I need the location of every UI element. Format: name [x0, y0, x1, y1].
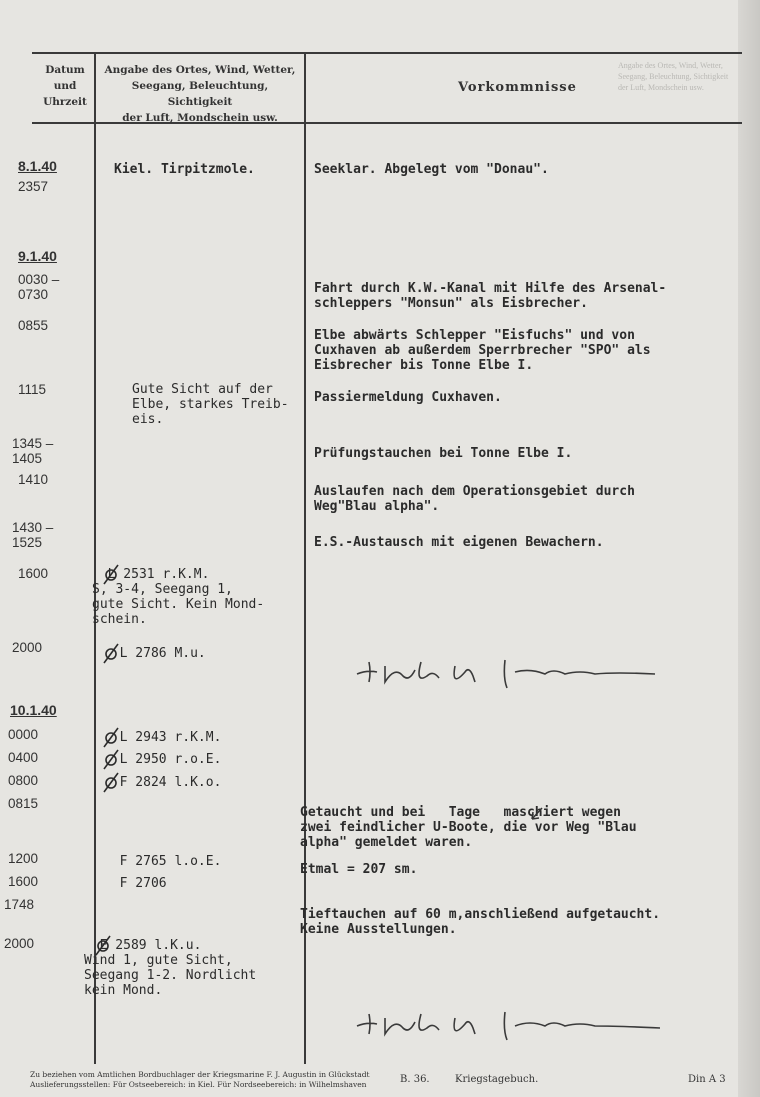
- time-cell: 1115: [18, 382, 47, 397]
- position-cell: F 2824 l.K.o.: [104, 775, 222, 790]
- handwritten-arrow-mark: [528, 806, 546, 822]
- event-cell: Etmal = 207 sm.: [300, 862, 418, 877]
- event-cell: Tieftauchen auf 60 m,anschließend aufgetaucht. Keine Ausstellungen.: [300, 907, 661, 937]
- position-cell: F 2706: [104, 876, 167, 891]
- time-cell: 0800: [8, 773, 39, 788]
- event-cell: Auslaufen nach dem Operationsgebiet durch Weg"Blau alpha".: [314, 484, 635, 514]
- header-events: Vorkommnisse: [458, 80, 577, 95]
- footer-form-number: B. 36.: [400, 1074, 430, 1085]
- time-cell: 0855: [18, 318, 49, 333]
- place-cell: Kiel. Tirpitzmole.: [114, 162, 255, 177]
- position-cell: L 2950 r.o.E.: [104, 752, 222, 767]
- footer-publisher: Zu beziehen vom Amtlichen Bordbuchlager der Kriegsmarine F. J. Augustin in Glückstadt Auslieferungsstellen: Für Ostseebereich: in Kiel. Für Nordseebereich: in Wilhelmshaven: [30, 1070, 370, 1089]
- event-cell: Getaucht und bei Tage maschiert wegen zwei feindlicher U-Boote, die vor Weg "Blau alpha" gemeldet waren.: [300, 805, 637, 850]
- time-cell: 1345 – 1405: [12, 436, 54, 466]
- signature: [355, 1004, 665, 1044]
- event-cell: Fahrt durch K.W.-Kanal mit Hilfe des Arsenal- schleppers "Monsun" als Eisbrecher.: [314, 281, 667, 311]
- date-label: 10.1.40: [10, 702, 57, 718]
- position-cell: E 2589 l.K.u. Wind 1, gute Sicht, Seegang 1-2. Nordlicht kein Mond.: [84, 938, 257, 998]
- event-cell: Passiermeldung Cuxhaven.: [314, 390, 502, 405]
- place-cell: Gute Sicht auf der Elbe, starkes Treib- eis.: [132, 382, 289, 427]
- time-cell: 1200: [8, 851, 39, 866]
- date-label: 8.1.40: [18, 158, 57, 174]
- event-cell: Elbe abwärts Schlepper "Eisfuchs" und von Cuxhaven ab außerdem Sperrbrecher "SPO" als Eisbrecher bis Tonne Elbe I.: [314, 328, 651, 373]
- position-cell: F 2765 l.o.E.: [104, 854, 222, 869]
- signature: [355, 652, 665, 692]
- time-cell: 1600: [8, 874, 39, 889]
- time-cell: 1430 – 1525: [12, 520, 54, 550]
- time-cell: 0000: [8, 727, 39, 742]
- position-cell: L 2531 r.K.M. S, 3-4, Seegang 1, gute Sicht. Kein Mond- schein.: [92, 567, 265, 627]
- time-cell: 0030 – 0730: [18, 272, 60, 302]
- event-cell: Prüfungstauchen bei Tonne Elbe I.: [314, 446, 573, 461]
- time-cell: 2357: [18, 179, 49, 194]
- position-cell: L 2943 r.K.M.: [104, 730, 222, 745]
- event-cell: E.S.-Austausch mit eigenen Bewachern.: [314, 535, 604, 550]
- time-cell: 1748: [4, 897, 35, 912]
- time-cell: 0815: [8, 796, 39, 811]
- header-place-weather: Angabe des Ortes, Wind, Wetter, Seegang, Beleuchtung, Sichtigkeit der Luft, Mondschein usw.: [104, 64, 296, 124]
- position-cell: L 2786 M.u.: [104, 646, 206, 661]
- footer-paper-size: Din A 3: [688, 1074, 726, 1085]
- event-cell: Seeklar. Abgelegt vom "Donau".: [314, 162, 549, 177]
- time-cell: 0400: [8, 750, 39, 765]
- time-cell: 2000: [12, 640, 43, 655]
- bleed-through-text: Angabe des Ortes, Wind, Wetter, Seegang, Beleuchtung, Sichtigkeit der Luft, Mondschein usw.: [618, 61, 729, 92]
- time-cell: 1410: [18, 472, 49, 487]
- date-label: 9.1.40: [18, 248, 57, 264]
- time-cell: 2000: [4, 936, 35, 951]
- time-cell: 1600: [18, 566, 49, 581]
- footer-form-name: Kriegstagebuch.: [455, 1074, 539, 1085]
- header-date-time: Datum und Uhrzeit: [43, 64, 87, 108]
